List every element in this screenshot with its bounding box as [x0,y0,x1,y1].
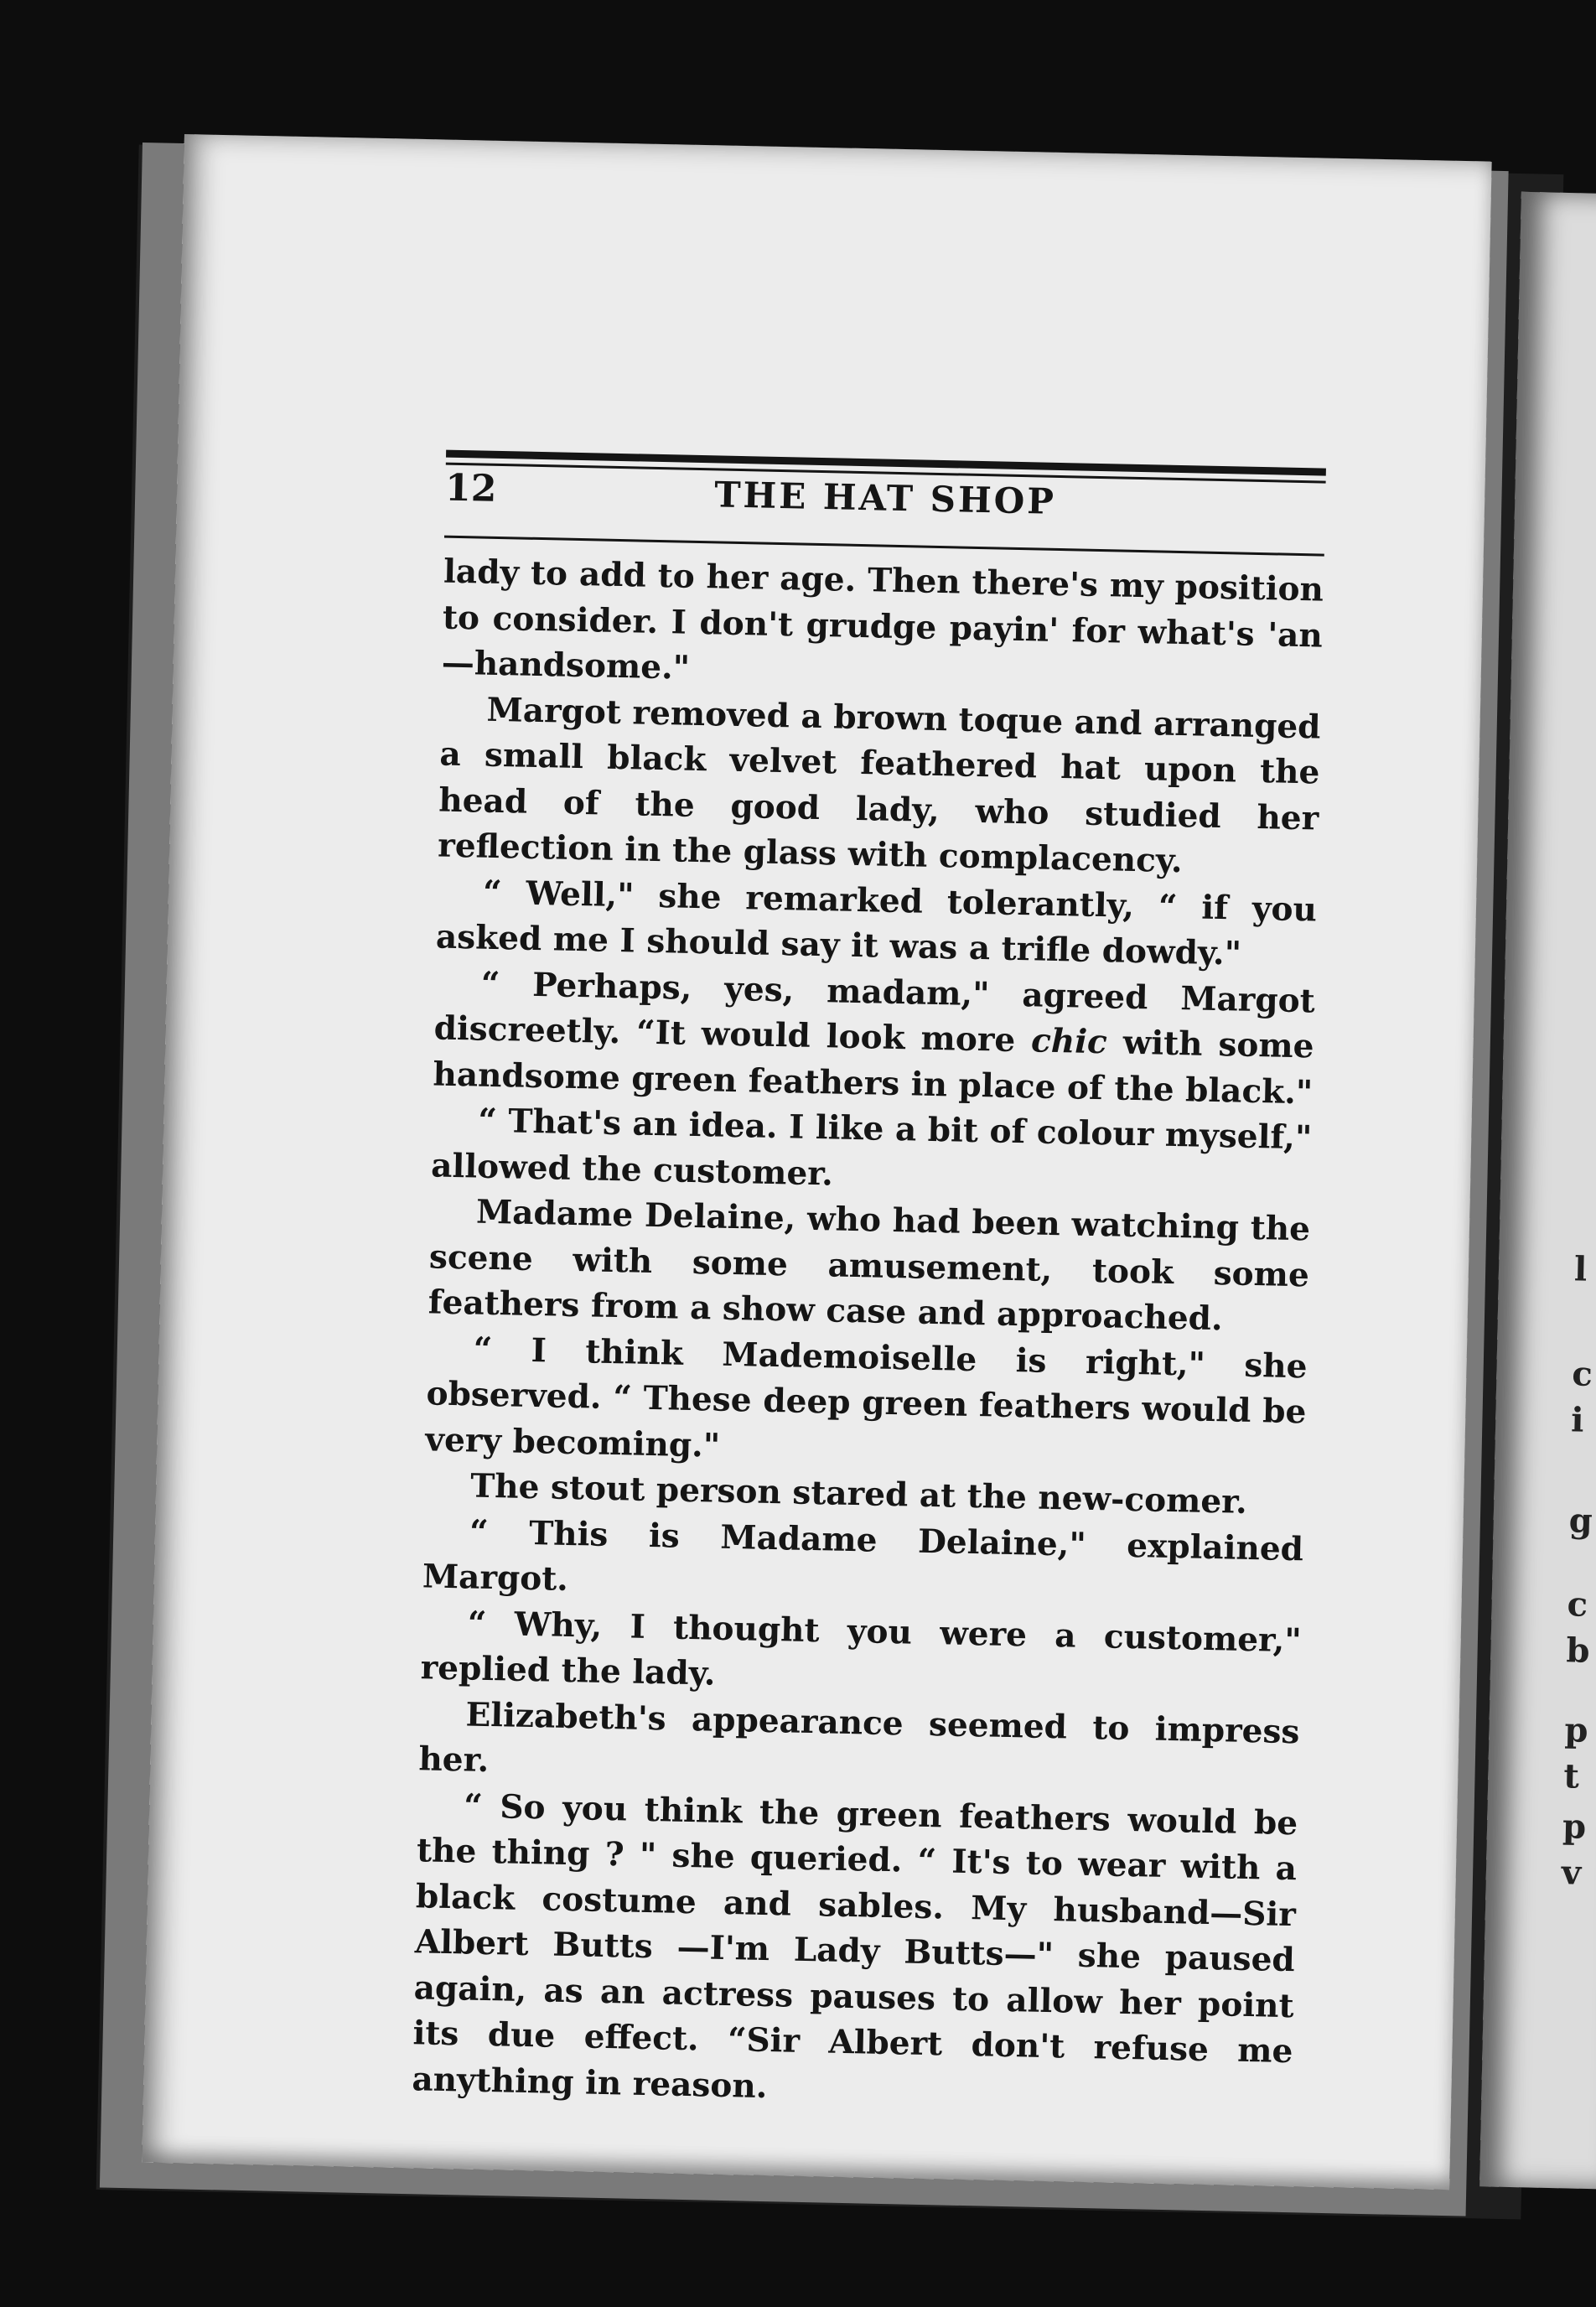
book-page [142,134,1491,2190]
paragraph: The stout person stared at the new-comer. [469,1466,1248,1522]
paragraph: lady to add to her age. Then there's my position to consider. I don't grudge payin' for what's 'an—handsome." [441,552,1324,687]
paragraph: Madame Delaine, who had been watching the scene with some amusement, took some feathers from a show case and approached. [428,1192,1311,1339]
facing-page-fragment: v [1561,1853,1582,1893]
facing-page-fragment: l [1573,1249,1588,1289]
paragraph: “ This is Madame Delaine," explained Margot. [422,1511,1304,1599]
facing-page-fragment: c [1571,1354,1593,1394]
paragraph: “ Well," she remarked tolerantly, “ if you asked me I should say it was a trifle dowdy." [435,873,1318,973]
paragraph: “ So you think the green feathers would be the thing ? " she queried. “ It's to wear with a black costume and sables. My husband—Sir Albert Butts —I'm Lady Butts—" she paused again, as an actress pauses to allow her point its due effect. “Sir Albert don't refuse me anything in reason. [411,1786,1298,2106]
facing-page-fragment: c [1567,1584,1588,1625]
facing-page-fragment: g [1568,1501,1593,1541]
facing-page-fragment: p [1562,1807,1587,1847]
paragraph: “ Perhaps, yes, madam," agreed Margot discreetly. “It would look more chic with some handsome green feathers in place of the black." [433,964,1316,1112]
paragraph: “ That's an idea. I like a bit of colour myself," allowed the customer. [430,1101,1313,1193]
facing-page-fragment: t [1562,1756,1580,1796]
paragraph: “ I think Mademoiselle is right," she observed. “ These deep green feathers would be very becoming." [424,1330,1308,1465]
body-text [412,549,1324,2121]
page-content [411,324,1329,2106]
page-number: 12 [444,466,497,511]
facing-page-fragment: p [1564,1710,1588,1750]
paragraph: Margot removed a brown toque and arranged a small black velvet feathered hat upon the head of the good lady, who studied her reflection in the glass with complacency. [437,690,1321,881]
running-head: THE HAT SHOP [713,474,1057,522]
facing-page-fragment: b [1566,1630,1590,1671]
italic-word: chic [1030,1021,1108,1062]
paragraph: Elizabeth's appearance seemed to impress her. [417,1694,1300,1781]
facing-page-fragment: i [1570,1400,1584,1440]
paragraph: “ Why, I thought you were a customer," replied the lady. [420,1603,1303,1693]
